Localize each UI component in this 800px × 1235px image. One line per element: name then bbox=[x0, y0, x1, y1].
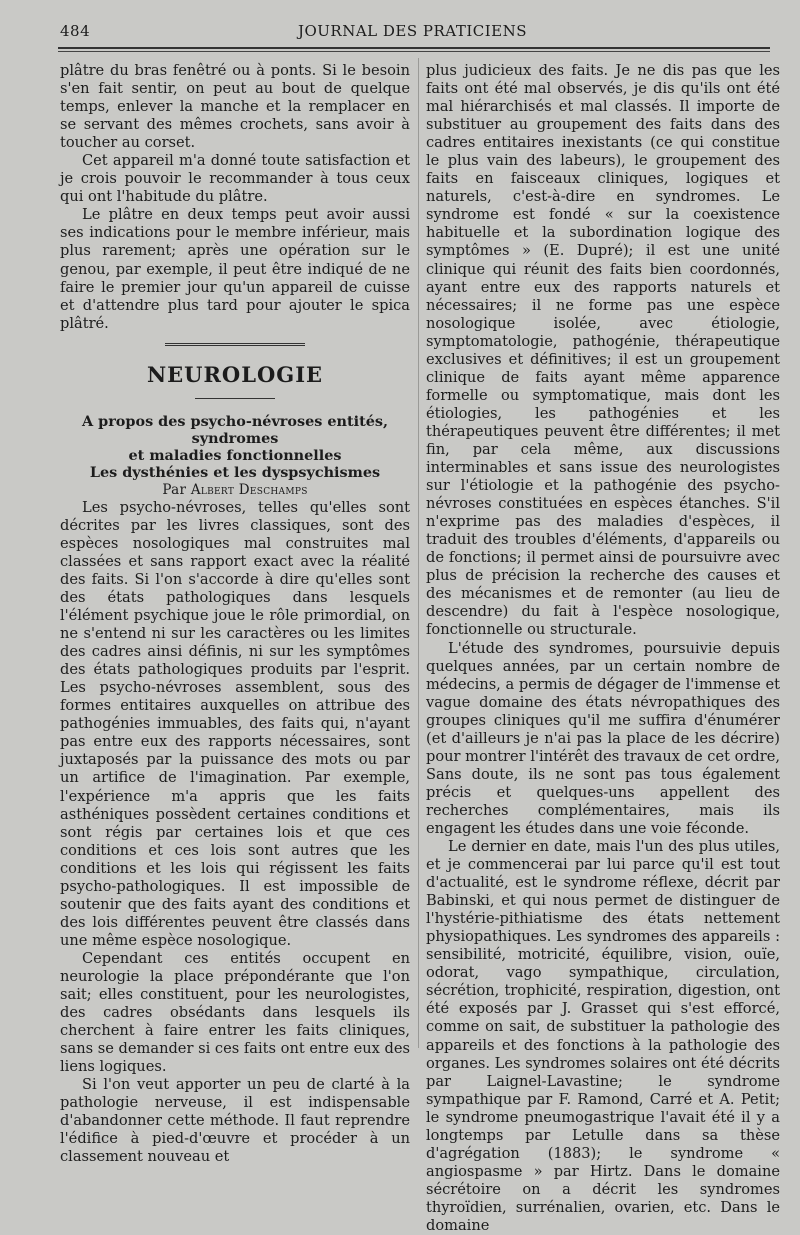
left-column bbox=[60, 62, 410, 1166]
paragraph: Le plâtre en deux temps peut avoir aussi ses indications pour le membre inférieur, mais plus rarement; après une opération sur le genou, par exemple, il peut être indiqué de ne faire le premier jour qu'un appareil de cuisse et d'attendre plus tard pour ajouter le spica plâtré. bbox=[60, 206, 410, 332]
paragraph: L'étude des syndromes, poursuivie depuis quelques années, par un certain nombre de médecins, a permis de dégager de l'immense et vague domaine des états névropathiques des groupes cliniques qu'il me suffira d'énumérer (et d'ailleurs je n'ai pas la place de les décrire) pour montrer l'intérêt des travaux de cet ordre, Sans doute, ils ne sont pas tous également précis et quelques-uns appellent des recherches complémentaires, mais ils engagent les études dans une voie féconde. bbox=[426, 639, 780, 837]
paragraph: Cet appareil m'a donné toute satisfaction et je crois pouvoir le recommander à tous ceux qui ont l'habitude du plâtre. bbox=[60, 152, 410, 206]
paragraph: plus judicieux des faits. Je ne dis pas que les faits ont été mal observés, je dis qu'ils ont été mal hiérarchisés et mal classés. Il importe de substituer au groupement des faits dans des cadres entitaires inexistants (ce qui constitue le plus vain des labeurs), le groupement des faits en faisceaux cliniques, logiques et naturels, c'est-à-dire en syndromes. Le syndrome est fondé « sur la coexistence habituelle et la subordination logique des symptômes » (E. Dupré); il est une unité clinique qui réunit des faits bien coordonnés, ayant entre eux des rapports naturels et nécessaires; il ne forme pas une espèce nosologique isolée, avec étiologie, symptomatologie, pathogénie, thérapeutique exclusives et définitives; il est un groupement clinique de faits ayant même apparence formelle ou symptomatique, mais dont les étiologies, les pathogénies et les thérapeutiques peuvent être différentes; il met fin, par cela même, aux discussions interminables et sans issue des neurologistes sur l'étiologie et la pathogénie des psycho-névroses constituées en espèces étanches. S'il n'exprime pas des maladies d'espèces, il traduit des troubles d'éléments, d'appareils ou de fonctions; il permet ainsi de poursuivre avec plus de précision la recherche des causes et des mécanismes et de remonter (au lieu de descendre) du fait à l'espèce nosologique, fonctionnelle ou structurale. bbox=[426, 62, 780, 639]
paragraph: Cependant ces entités occupent en neurologie la place prépondérante que l'on sait; elles constituent, pour les neurologistes, des cadres obsédants dans lesquels ils cherchent à faire entrer les faits cliniques, sans se demander si ces faits ont entre eux des liens logiques. bbox=[60, 949, 410, 1076]
paragraph: Si l'on veut apporter un peu de clarté à la pathologie nerveuse, il est indispensable d'abandonner cette méthode. Il faut reprendre l'édifice à pied-d'œuvre et procéder à un classement nouveau et bbox=[60, 1076, 410, 1166]
article-title-line: Les dysthénies et les dyspsychismes bbox=[89, 463, 381, 481]
section-divider bbox=[165, 343, 305, 350]
paragraph: Le dernier en date, mais l'un des plus utiles, et je commencerai par lui parce qu'il est tout d'actualité, est le syndrome réflexe, décrit par Babinski, et qui nous permet de distinguer de l'hystérie-pithiatisme des états nettement physiopathiques. Les syndromes des appareils : sensibilité, motricité, équilibre, vision, ouïe, odorat, vago sympathique, circulation, sécrétion, trophicité, respiration, digestion, ont été exposés par J. Grasset qui s'est efforcé, comme on sait, de substituer la pathologie des appareils et des fonctions à la pathologie des organes. Les syndromes solaires ont été décrits par Laignel-Lavastine; le syndrome sympathique par F. Ramond, Carré et A. Petit; le syndrome pneumogastrique l'avait été il y a longtemps par Letulle dans sa thèse d'agrégation (1883); le syndrome « angiospasme » par Hirtz. Dans le domaine sécrétoire on a décrit les syndromes thyroïdien, surrénalien, ovarien, etc. Dans le domaine bbox=[426, 838, 780, 1234]
section-title: NEUROLOGIE bbox=[146, 361, 324, 387]
paragraph: plâtre du bras fenêtré ou à ponts. Si le besoin s'en fait sentir, on peut au bout de quelque temps, enlever la manche et la remplacer en se servant des mêmes crochets, sans avoir à toucher au corset. bbox=[60, 62, 410, 152]
author-name: Albert Deschamps bbox=[190, 481, 308, 498]
journal-title: JOURNAL DES PRATICIENS bbox=[297, 22, 528, 40]
header-rule-thin bbox=[58, 51, 770, 52]
page-header bbox=[60, 22, 765, 46]
page-number: 484 bbox=[60, 22, 91, 40]
column-separator bbox=[418, 58, 419, 1048]
article-title-line: et maladies fonctionnelles bbox=[128, 446, 342, 464]
article-title-line: A propos des psycho-névroses entités, syndromes bbox=[81, 412, 389, 447]
paragraph: Les psycho-névroses, telles qu'elles sont décrites par les livres classiques, sont des espèces nosologiques mal construites mal classées et sans rapport exact avec la réalité des faits. Si l'on s'accorde à dire qu'elles sont des états pathologiques dans lesquels l'élément psychique joue le rôle primordial, on ne s'entend ni sur les caractères ou les limites des cadres ainsi définis, ni sur les symptômes des états pathologiques produits par l'esprit. Les psycho-névroses assemblent, sous des formes entitaires auxquelles on attribue des pathogénies immuables, des faits qui, n'ayant pas entre eux des rapports nécessaires, sont juxtaposés par la puissance des mots ou par un artifice de l'imagination. Par exemple, l'expérience m'a appris que les faits asthéniques possèdent certaines conditions et sont régis par certaines lois et que ces conditions et ces lois sont autres que les conditions et les lois qui régissent les faits psycho-pathologiques. Il est impossible de soutenir que des faits ayant des conditions et des lois différentes peuvent être classés dans une même espèce nosologique. bbox=[60, 498, 410, 949]
right-column bbox=[426, 62, 780, 1235]
header-rule bbox=[58, 47, 770, 49]
byline bbox=[60, 481, 410, 499]
title-underline bbox=[195, 398, 275, 399]
byline-prefix: Par bbox=[162, 481, 187, 498]
